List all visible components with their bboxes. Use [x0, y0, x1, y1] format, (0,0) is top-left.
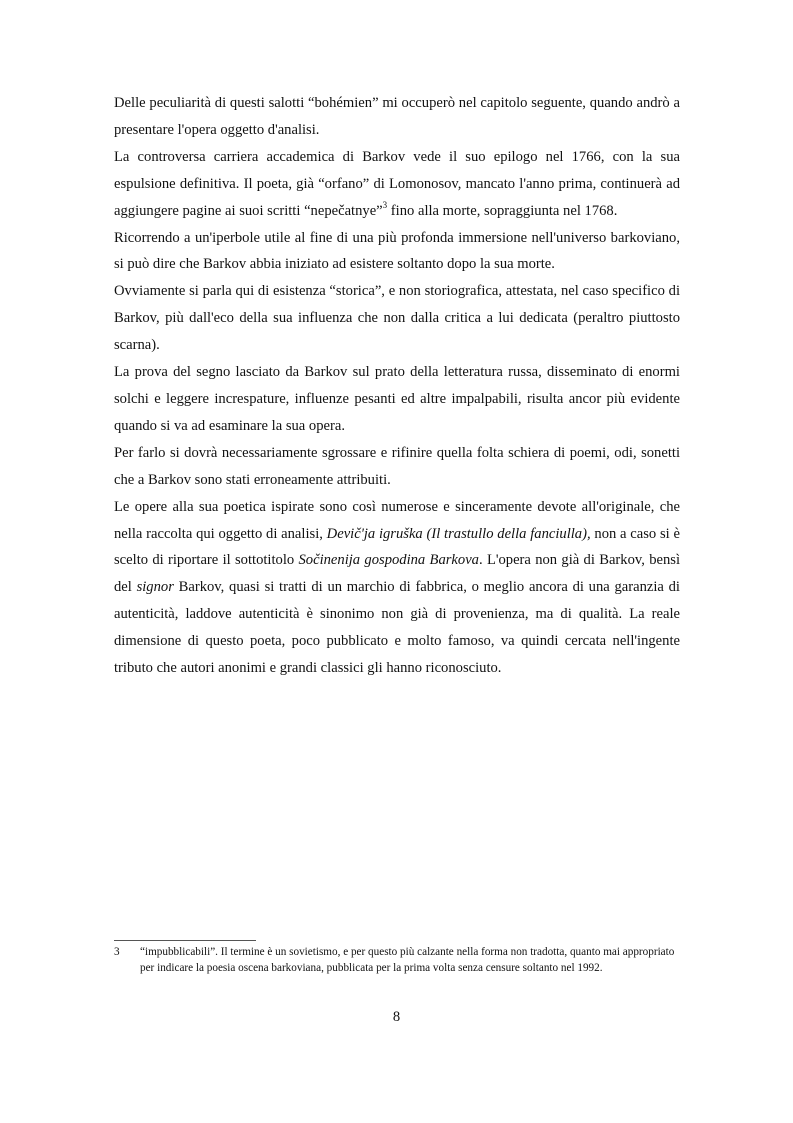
paragraph-2-text-before: La controversa carriera accademica di Barkov vede il suo epilogo nel 1766, con la sua espulsione definitiva. Il poeta, già “orfano” di Lomonosov, mancato l'anno prima, continuerà ad aggiungere pagine ai suoi scritti “nepečatnye” — [114, 148, 680, 219]
paragraph-5: La prova del segno lasciato da Barkov sul prato della letteratura russa, disseminato di enormi solchi e leggere increspature, influenze pesanti ed altre impalpabili, risulta ancor più evidente quando si va ad esaminare la sua opera. — [114, 364, 680, 434]
paragraph-4: Ovviamente si parla qui di esistenza “storica”, e non storiografica, attestata, nel caso specifico di Barkov, più dall'eco della sua influenza che non dalla critica a lui dedicata (peraltro piuttosto scarna). — [114, 283, 680, 354]
paragraph-2-text-after: fino alla morte, sopraggiunta nel 1768. — [387, 202, 618, 219]
paragraph-2 — [114, 144, 680, 225]
page-number: 8 — [392, 1009, 401, 1025]
footnote-reference[interactable]: 3 — [382, 199, 388, 210]
paragraph-3: Ricorrendo a un'iperbole utile al fine di una più profonda immersione nell'universo barkoviano, si può dire che Barkov abbia iniziato ad esistere soltanto dopo la sua morte. — [114, 229, 680, 273]
footnote-text: “impubblicabili”. Il termine è un sovietismo, e per questo più calzante nella forma non tradotta, quanto mai appropriato per indicare la poesia oscena barkoviana, pubblicata per la prima volta senza censure soltanto nel 1992. — [140, 946, 675, 975]
body-text — [114, 90, 680, 682]
paragraph-7-text-2: non a caso si è scelto di riportare il sottotitolo — [114, 525, 680, 569]
footnote-separator — [114, 940, 256, 941]
paragraph-7-text-4: Barkov, quasi si tratti di un marchio di fabbrica, o meglio ancora di una garanzia di autenticità, laddove autenticità è sinonimo non già di provenienza, ma di qualità. La reale dimensione di questo poeta, poco pubblicato e molto famoso, va quindi cercata nell'ingente tributo che autori anonimi e grandi classici gli hanno riconosciuto. — [114, 579, 680, 677]
footnote — [114, 944, 684, 977]
work-subtitle: Sočinenija gospodina Barkova — [298, 552, 479, 569]
work-title: Devič'ja igruška (Il trastullo della fanciulla), — [326, 525, 591, 542]
paragraph-1: Delle peculiarità di questi salotti “bohémien” mi occuperò nel capitolo seguente, quando andrò a presentare l'opera oggetto d'analisi. — [114, 95, 680, 138]
paragraph-7-text-3: . L'opera non già di Barkov, bensì del — [114, 552, 680, 596]
paragraph-6: Per farlo si dovrà necessariamente sgrossare e rifinire quella folta schiera di poemi, odi, sonetti che a Barkov sono stati erroneamente attribuiti. — [114, 444, 680, 488]
footnote-number: 3 — [114, 946, 120, 958]
signor-emphasis: signor — [136, 579, 174, 596]
paragraph-7-text-1: Le opere alla sua poetica ispirate sono così numerose e sinceramente devote all'originale, che nella raccolta qui oggetto di analisi, — [114, 498, 680, 542]
paragraph-7 — [114, 494, 680, 682]
